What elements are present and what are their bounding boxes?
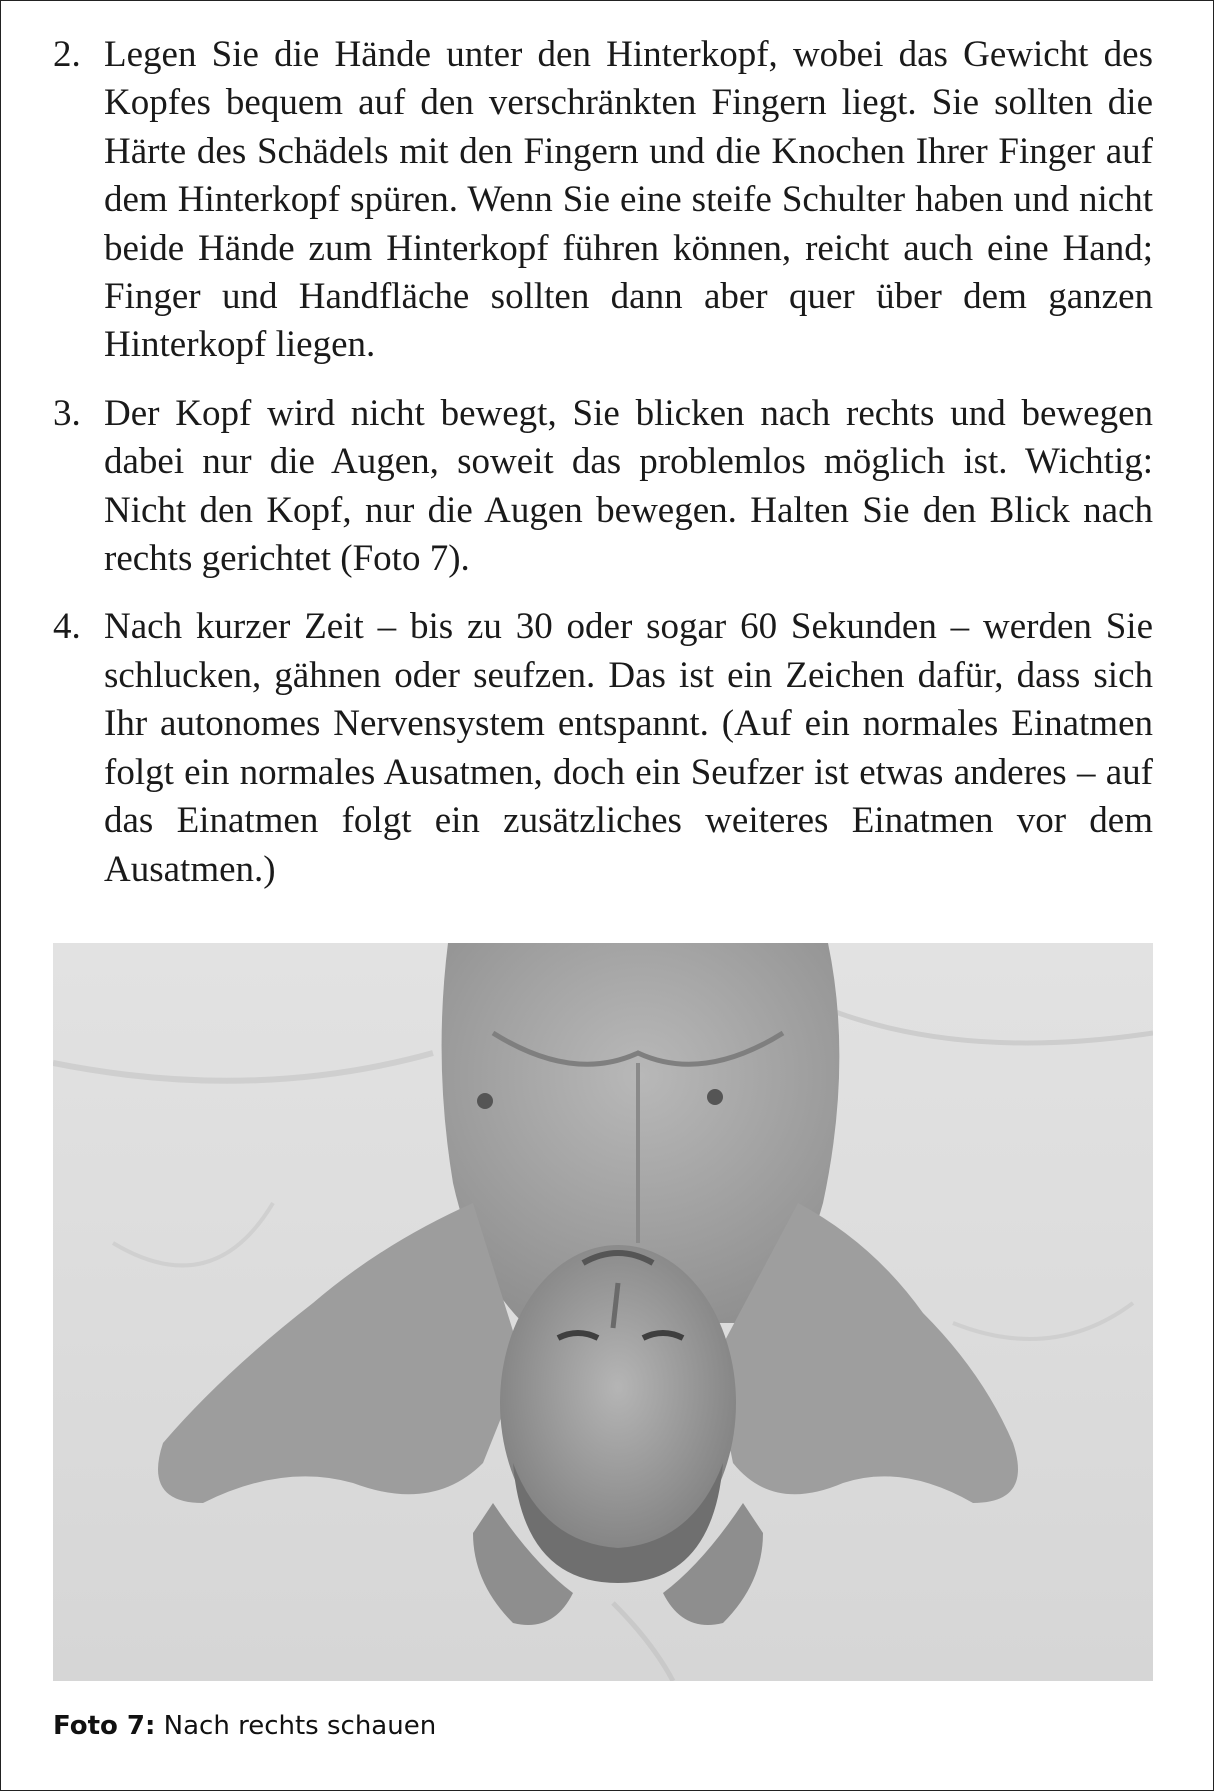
instruction-list — [1, 31, 1214, 914]
instruction-step-4 — [1, 603, 1214, 893]
instruction-step-2 — [1, 31, 1214, 370]
photo-caption — [53, 1709, 436, 1743]
caption-text: Nach rechts schauen — [155, 1711, 437, 1741]
step-text: Legen Sie die Hände unter den Hinterkopf, wobei das Gewicht des Kopfes bequem auf den verschränkten Fingern liegt. Sie sollten die Härte des Schädels mit den Fingern und die Knochen Ihrer Finger auf dem Hinterkopf spüren. Wenn Sie eine steife Schulter haben und nicht beide Hände zum Hinterkopf führen können, reicht auch eine Hand; Finger und Handfläche sollten dann aber quer über dem ganzen Hinterkopf liegen. — [104, 34, 1153, 366]
right-nipple — [707, 1089, 723, 1105]
caption-label: Foto 7: — [53, 1711, 156, 1741]
step-text: Der Kopf wird nicht bewegt, Sie blicken nach rechts und bewegen dabei nur die Augen, soweit das problemlos möglich ist. Wichtig: Nicht den Kopf, nur die Augen bewegen. Halten Sie den Blick nach rechts gerichtet (Foto 7). — [104, 392, 1153, 580]
step-number: 3. — [53, 392, 81, 434]
step-number: 2. — [53, 34, 81, 75]
left-nipple — [477, 1093, 493, 1109]
instruction-step-3 — [1, 390, 1214, 584]
photo-illustration — [53, 943, 1153, 1681]
step-number: 4. — [53, 606, 81, 648]
exercise-photo — [53, 943, 1153, 1681]
step-text: Nach kurzer Zeit – bis zu 30 oder sogar 60 Sekunden – werden Sie schlucken, gähnen oder seufzen. Das ist ein Zeichen dafür, dass sich Ihr autonomes Nervensystem entspannt. (Auf ein normales Einatmen folgt ein normales Ausatmen, doch ein Seufzer ist etwas anderes – auf das Einatmen folgt ein zusätzliches weiteres Einatmen vor dem Ausatmen.) — [104, 606, 1153, 890]
